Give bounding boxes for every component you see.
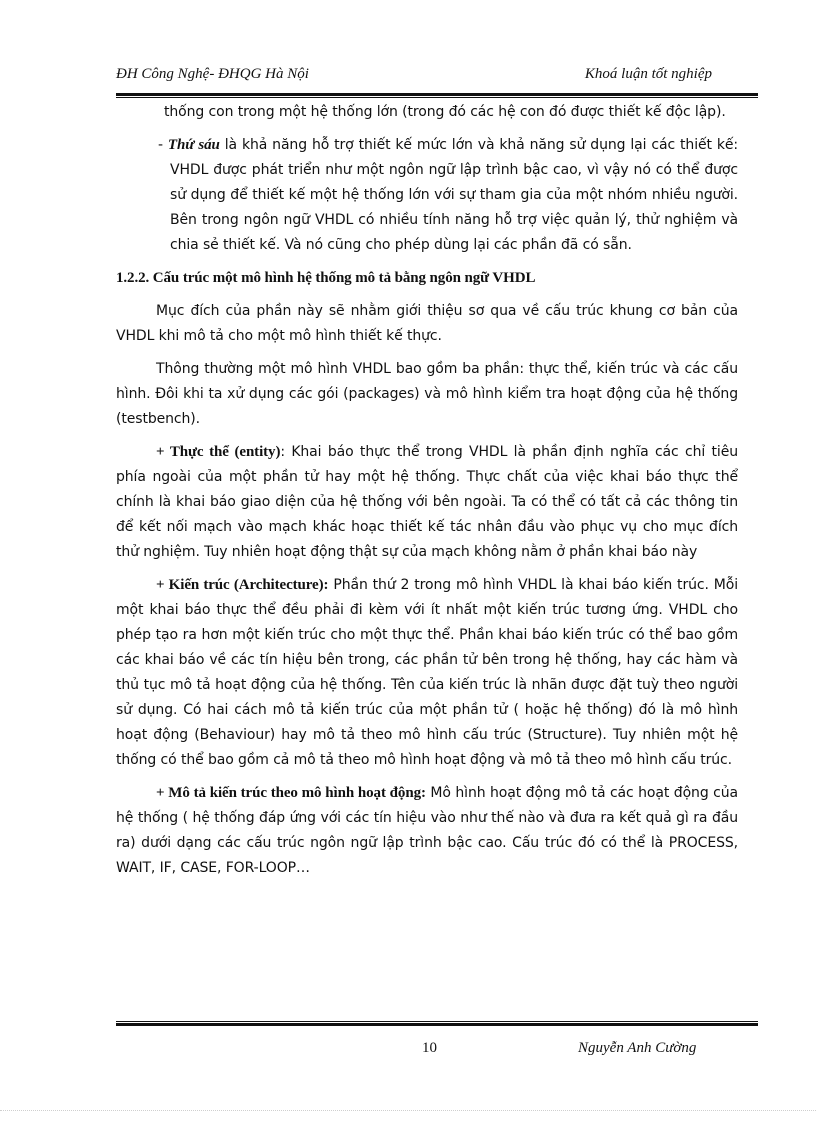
entity-label: + Thực thể (entity) bbox=[156, 444, 281, 460]
paragraph-overview: Thông thường một mô hình VHDL bao gồm ba phần: thực thể, kiến trúc và các cấu hình. Đôi khi ta xử dụng các gói (packages) và mô hình kiểm tra hoạt động của hệ thống (testbench). bbox=[116, 361, 738, 427]
paragraph-architecture bbox=[116, 573, 738, 773]
page-number: 10 bbox=[422, 1040, 437, 1056]
paragraph-entity bbox=[116, 440, 738, 565]
section-heading: 1.2.2. Cấu trúc một mô hình hệ thống mô tả bằng ngôn ngữ VHDL bbox=[116, 270, 536, 286]
bullet-label: Thứ sáu bbox=[167, 137, 220, 153]
bullet-item-sixth bbox=[116, 133, 738, 258]
page-body bbox=[116, 100, 738, 881]
paragraph-purpose: Mục đích của phần này sẽ nhằm giới thiệu sơ qua về cấu trúc khung cơ bản của VHDL khi mô tả cho một mô hình thiết kế thực. bbox=[116, 303, 738, 344]
page-edge-divider bbox=[0, 1110, 816, 1111]
architecture-text: Phần thứ 2 trong mô hình VHDL là khai báo kiến trúc. Mỗi một khai báo thực thể đều phải đi kèm với ít nhất một kiến trúc tương ứng. VHDL cho phép tạo ra hơn một kiến trúc cho một thực thể. Phần khai báo kiến trúc có thể bao gồm các khai báo về các tín hiệu bên trong, các phần tử bên trong hệ thống, hay các hàm và thủ tục mô tả hoạt động của hệ thống. Tên của kiến trúc là nhãn được đặt tuỳ theo người sử dụng. Có hai cách mô tả kiến trúc của một phần tử ( hoặc hệ thống) đó là mô hình hoạt động (Behaviour) hay mô tả theo mô hình cấu trúc (Structure). Tuy nhiên một hệ thống có thể bao gồm cả mô tả theo mô hình hoạt động và mô tả theo mô hình cấu trúc. bbox=[116, 577, 738, 768]
header-thesis-label: Khoá luận tốt nghiệp bbox=[584, 66, 712, 82]
header-university: ĐH Công Nghệ- ĐHQG Hà Nội bbox=[116, 66, 309, 82]
entity-text: : Khai báo thực thể trong VHDL là phần định nghĩa các chỉ tiêu phía ngoài của một phần tử hay một hệ thống. Thực chất của việc khai báo thực thể chính là khai báo giao diện của hệ thống với bên ngoài. Ta có thể có tất cả các thông tin để kết nối mạch vào mạch khác hoạc thiết kế tác nhân đầu vào phục vụ cho mục đích thử nghiệm. Tuy nhiên hoạt động thật sự của mạch không nằm ở phần khai báo này bbox=[116, 444, 738, 560]
behaviour-text: Mô hình hoạt động mô tả các hoạt động của hệ thống ( hệ thống đáp ứng với các tín hiệu vào như thế nào và đưa ra kết quả gì ra đầu ra) dưới dạng các cấu trúc ngôn ngữ lập trình bậc cao. Cấu trúc đó có thể là PROCESS, WAIT, IF, CASE, FOR-LOOP… bbox=[116, 785, 738, 876]
footer-author: Nguyễn Anh Cường bbox=[578, 1040, 697, 1056]
continuation-paragraph: thống con trong một hệ thống lớn (trong đó các hệ con đó được thiết kế độc lập). bbox=[164, 104, 726, 120]
footer-rule bbox=[116, 1021, 758, 1026]
behaviour-label: + Mô tả kiến trúc theo mô hình hoạt động: bbox=[156, 785, 426, 801]
bullet-text: là khả năng hỗ trợ thiết kế mức lớn và khả năng sử dụng lại các thiết kế: VHDL được phát triển như một ngôn ngữ lập trình bậc cao, vì vậy nó có thể được sử dụng để thiết kế một hệ thống lớn với sự tham gia của một nhóm nhiều người. Bên trong ngôn ngữ VHDL có nhiều tính năng hỗ trợ việc quản lý, thử nghiệm và chia sẻ thiết kế. Và nó cũng cho phép dùng lại các phần đã có sẵn. bbox=[170, 137, 738, 253]
bullet-dash: - bbox=[158, 137, 168, 153]
header-rule bbox=[116, 93, 758, 98]
architecture-label: + Kiến trúc (Architecture): bbox=[156, 577, 329, 593]
paragraph-behaviour bbox=[116, 781, 738, 881]
